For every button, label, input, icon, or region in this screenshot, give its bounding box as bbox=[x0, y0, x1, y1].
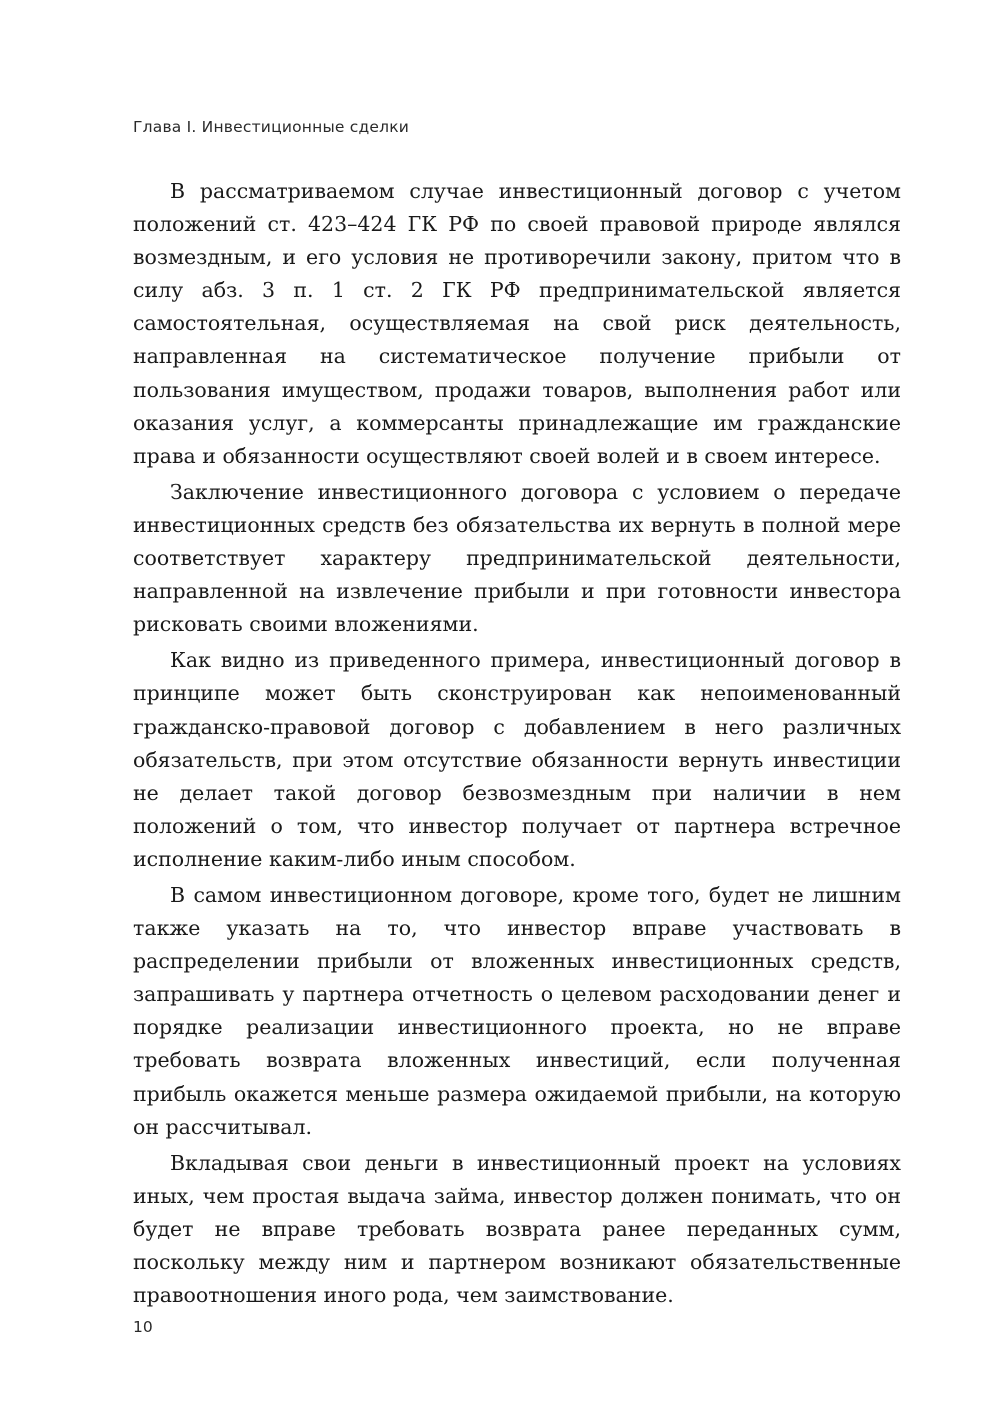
body-text bbox=[133, 175, 901, 1312]
paragraph-2: Заключение инвестиционного договора с условием о передаче инвестиционных средств без обязательства их вернуть в полной мере соответствует характеру предпринимательской деятельности, направленной на извлечение прибыли и при готовности инвестора рисковать своими вложениями. bbox=[133, 479, 901, 637]
paragraph-1: В рассматриваемом случае инвестиционный договор с учетом положений ст. 423–424 ГК РФ по своей правовой природе являлся возмездным, и его условия не противоречили закону, притом что в силу абз. 3 п. 1 ст. 2 ГК РФ предпринимательской является самостоятельная, осуществляемая на свой риск деятельность, направленная на систематическое получение прибыли от пользования имуществом, продажи товаров, выполнения работ или оказания услуг, а коммерсанты принадлежащие им гражданские права и обязанности осуществляют своей волей и в своем интересе. bbox=[133, 179, 901, 468]
page-number: 10 bbox=[133, 1318, 153, 1336]
paragraph-3: Как видно из приведенного примера, инвестиционный договор в принципе может быть сконструирован как непоименованный гражданско-правовой договор с добавлением в него различных обязательств, при этом отсутствие обязанности вернуть инвестиции не делает такой договор безвозмездным при наличии в нем положений о том, что инвестор получает от партнера встречное исполнение каким-либо иным способом. bbox=[133, 648, 901, 871]
paragraph-4: В самом инвестиционном договоре, кроме того, будет не лишним также указать на то, что инвестор вправе участвовать в распределении прибыли от вложенных инвестиционных средств, запрашивать у партнера отчетность о целевом расходовании денег и порядке реализации инвестиционного проекта, но не вправе требовать возврата вложенных инвестиций, если полученная прибыль окажется меньше размера ожидаемой прибыли, на которую он рассчитывал. bbox=[133, 882, 901, 1139]
running-header: Глава I. Инвестиционные сделки bbox=[133, 118, 410, 136]
paragraph-5: Вкладывая свои деньги в инвестиционный проект на условиях иных, чем простая выдача займа, инвестор должен понимать, что он будет не вправе требовать возврата ранее переданных сумм, поскольку между ним и партнером возникают обязательственные правоотношения иного рода, чем заимствование. bbox=[133, 1150, 901, 1308]
